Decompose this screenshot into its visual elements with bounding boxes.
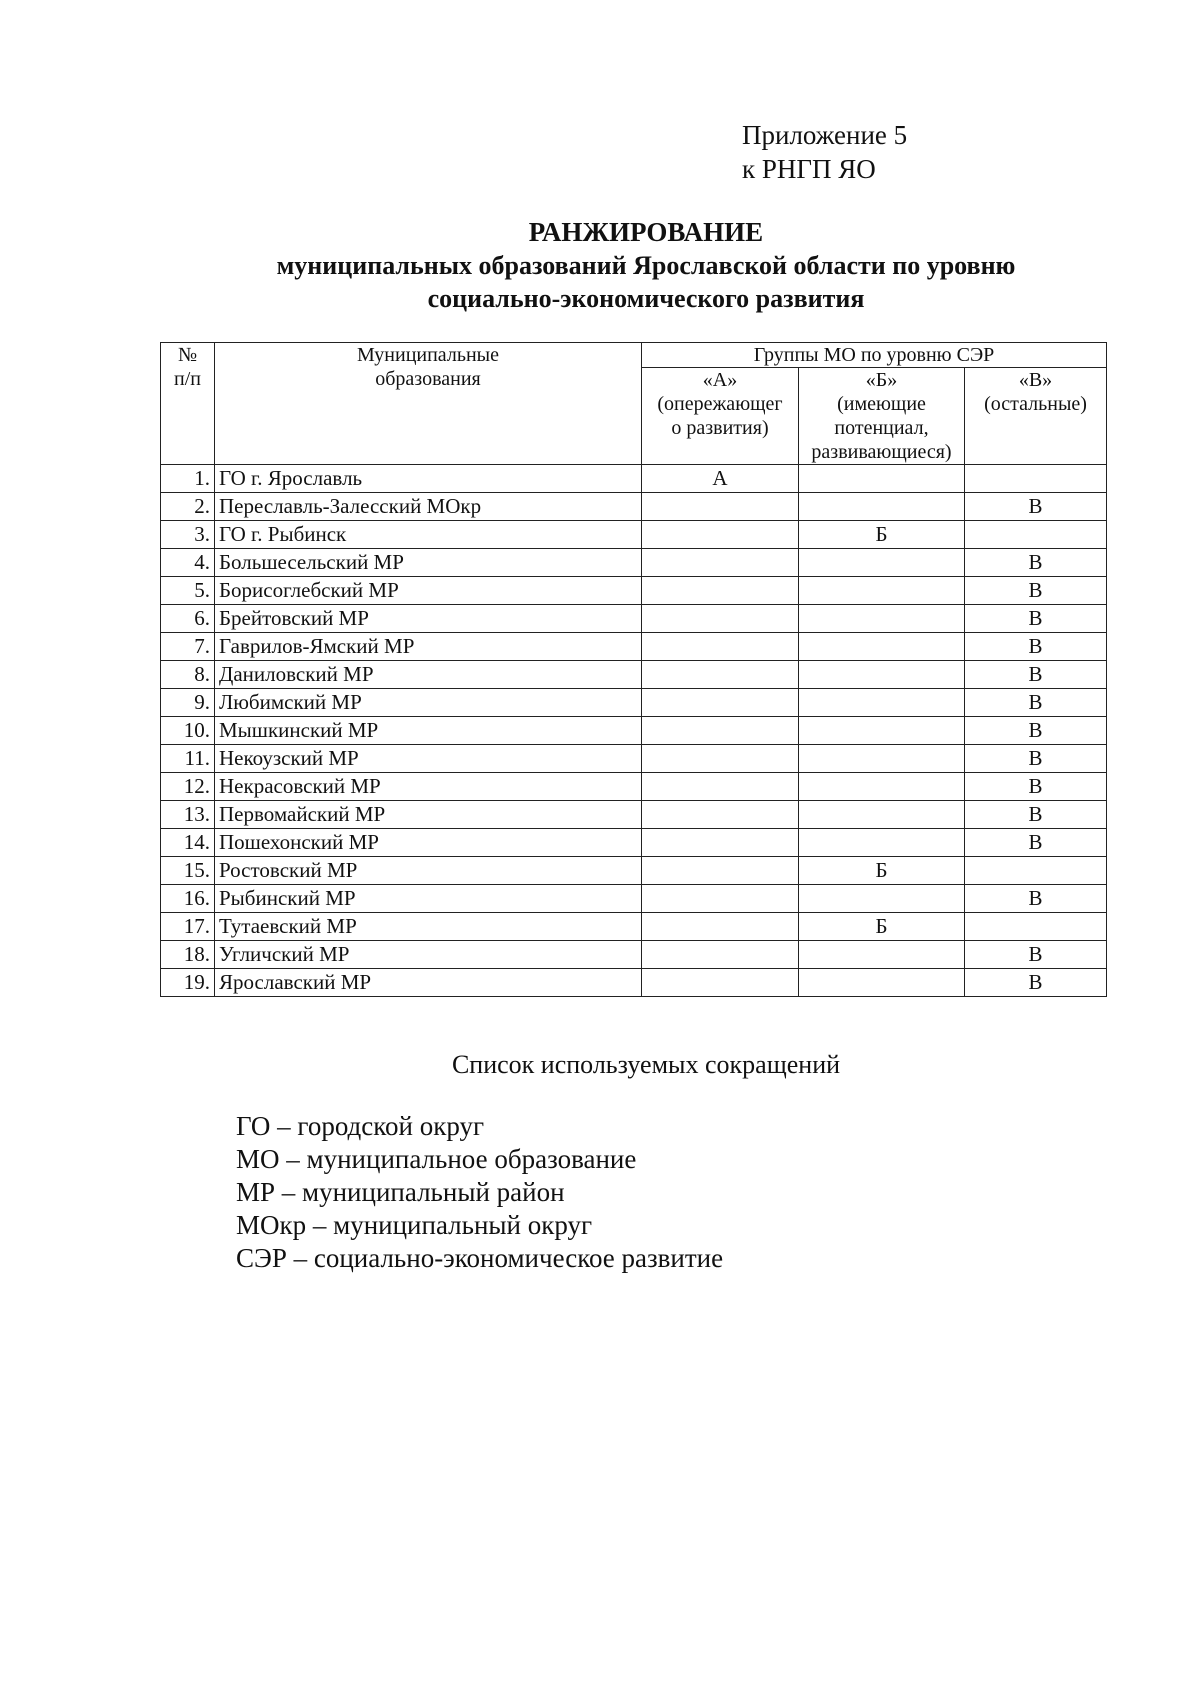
table-row bbox=[161, 605, 1107, 633]
table-row bbox=[161, 577, 1107, 605]
table-row bbox=[161, 549, 1107, 577]
row-name: ГО г. Рыбинск bbox=[215, 521, 642, 549]
row-group-b: Б bbox=[799, 913, 965, 941]
header-groups: Группы МО по уровню СЭР bbox=[642, 343, 1107, 368]
row-group-v: В bbox=[965, 661, 1107, 689]
row-group-a bbox=[642, 941, 799, 969]
table-row bbox=[161, 521, 1107, 549]
row-group-b bbox=[799, 885, 965, 913]
abbreviation-item: МОкр – муниципальный округ bbox=[236, 1210, 593, 1240]
row-name: Большесельский МР bbox=[215, 549, 642, 577]
row-num: 17. bbox=[161, 913, 215, 941]
row-group-b bbox=[799, 829, 965, 857]
row-group-v: В bbox=[965, 493, 1107, 521]
row-group-b: Б bbox=[799, 857, 965, 885]
row-group-a bbox=[642, 969, 799, 997]
row-group-b bbox=[799, 633, 965, 661]
row-group-b bbox=[799, 969, 965, 997]
row-group-b bbox=[799, 689, 965, 717]
row-num: 15. bbox=[161, 857, 215, 885]
row-group-a bbox=[642, 605, 799, 633]
title-main: РАНЖИРОВАНИЕ bbox=[528, 217, 764, 247]
row-group-v: В bbox=[965, 801, 1107, 829]
row-num: 7. bbox=[161, 633, 215, 661]
table-row bbox=[161, 885, 1107, 913]
header-group-b: «Б» (имеющие потенциал, развивающиеся) bbox=[799, 368, 965, 465]
row-group-v: В bbox=[965, 941, 1107, 969]
row-group-b bbox=[799, 773, 965, 801]
row-group-a bbox=[642, 717, 799, 745]
abbreviation-item: МР – муниципальный район bbox=[236, 1177, 565, 1207]
row-num: 3. bbox=[161, 521, 215, 549]
table-row bbox=[161, 493, 1107, 521]
document-title bbox=[0, 216, 1200, 315]
row-name: Гаврилов-Ямский МР bbox=[215, 633, 642, 661]
table-row bbox=[161, 661, 1107, 689]
row-num: 8. bbox=[161, 661, 215, 689]
row-num: 16. bbox=[161, 885, 215, 913]
title-line-2: муниципальных образований Ярославской области по уровню bbox=[276, 251, 1016, 280]
row-name: Тутаевский МР bbox=[215, 913, 642, 941]
abbreviation-item: СЭР – социально-экономическое развитие bbox=[236, 1243, 724, 1273]
row-group-a bbox=[642, 829, 799, 857]
row-group-b bbox=[799, 941, 965, 969]
table-row bbox=[161, 857, 1107, 885]
row-name: Некрасовский МР bbox=[215, 773, 642, 801]
row-num: 10. bbox=[161, 717, 215, 745]
row-group-v: В bbox=[965, 549, 1107, 577]
row-name: Борисоглебский МР bbox=[215, 577, 642, 605]
row-group-v: В bbox=[965, 577, 1107, 605]
row-num: 6. bbox=[161, 605, 215, 633]
row-group-v: В bbox=[965, 717, 1107, 745]
row-group-a bbox=[642, 801, 799, 829]
row-name: Ростовский МР bbox=[215, 857, 642, 885]
row-group-v: В bbox=[965, 773, 1107, 801]
row-group-v: В bbox=[965, 885, 1107, 913]
header-group-v: «В» (остальные) bbox=[965, 368, 1107, 465]
appendix-line-1: Приложение 5 bbox=[742, 120, 908, 150]
abbreviation-item: ГО – городской округ bbox=[236, 1111, 485, 1141]
title-line-3: социально-экономического развития bbox=[427, 284, 865, 313]
row-num: 2. bbox=[161, 493, 215, 521]
row-num: 9. bbox=[161, 689, 215, 717]
table-row bbox=[161, 745, 1107, 773]
table-row bbox=[161, 941, 1107, 969]
abbreviations-list bbox=[236, 1110, 723, 1275]
header-group-a: «А» (опережающег о развития) bbox=[642, 368, 799, 465]
row-group-b bbox=[799, 577, 965, 605]
table-row bbox=[161, 465, 1107, 493]
row-name: Любимский МР bbox=[215, 689, 642, 717]
row-name: Мышкинский МР bbox=[215, 717, 642, 745]
row-group-b bbox=[799, 745, 965, 773]
row-group-v: В bbox=[965, 633, 1107, 661]
row-name: Первомайский МР bbox=[215, 801, 642, 829]
row-group-v: В bbox=[965, 829, 1107, 857]
row-group-v: В bbox=[965, 969, 1107, 997]
row-group-v: В bbox=[965, 605, 1107, 633]
row-group-b: Б bbox=[799, 521, 965, 549]
row-num: 5. bbox=[161, 577, 215, 605]
row-name: Рыбинский МР bbox=[215, 885, 642, 913]
appendix-note bbox=[742, 118, 907, 186]
row-num: 19. bbox=[161, 969, 215, 997]
row-group-a bbox=[642, 773, 799, 801]
row-group-b bbox=[799, 493, 965, 521]
table-row bbox=[161, 801, 1107, 829]
row-group-a bbox=[642, 885, 799, 913]
row-group-b bbox=[799, 465, 965, 493]
row-group-a bbox=[642, 633, 799, 661]
row-group-b bbox=[799, 661, 965, 689]
row-group-v bbox=[965, 857, 1107, 885]
row-num: 4. bbox=[161, 549, 215, 577]
appendix-line-2: к РНГП ЯО bbox=[742, 154, 876, 184]
row-group-a bbox=[642, 661, 799, 689]
row-group-v: В bbox=[965, 689, 1107, 717]
row-name: ГО г. Ярославль bbox=[215, 465, 642, 493]
row-name: Брейтовский МР bbox=[215, 605, 642, 633]
row-group-a bbox=[642, 857, 799, 885]
table-row bbox=[161, 689, 1107, 717]
ranking-table bbox=[160, 342, 1107, 997]
row-group-v bbox=[965, 913, 1107, 941]
row-group-a bbox=[642, 521, 799, 549]
row-group-a bbox=[642, 913, 799, 941]
table-row bbox=[161, 717, 1107, 745]
row-group-a bbox=[642, 577, 799, 605]
row-group-a bbox=[642, 493, 799, 521]
row-num: 14. bbox=[161, 829, 215, 857]
row-num: 18. bbox=[161, 941, 215, 969]
row-group-v: В bbox=[965, 745, 1107, 773]
row-name: Угличский МР bbox=[215, 941, 642, 969]
row-group-v bbox=[965, 465, 1107, 493]
header-name: Муниципальные образования bbox=[215, 343, 642, 465]
table-row bbox=[161, 773, 1107, 801]
row-group-v bbox=[965, 521, 1107, 549]
row-num: 12. bbox=[161, 773, 215, 801]
row-group-b bbox=[799, 605, 965, 633]
row-name: Переславль-Залесский МОкр bbox=[215, 493, 642, 521]
table-row bbox=[161, 969, 1107, 997]
row-num: 1. bbox=[161, 465, 215, 493]
row-name: Даниловский МР bbox=[215, 661, 642, 689]
row-group-a bbox=[642, 549, 799, 577]
row-name: Пошехонский МР bbox=[215, 829, 642, 857]
row-group-a bbox=[642, 745, 799, 773]
row-group-b bbox=[799, 801, 965, 829]
row-group-a: А bbox=[642, 465, 799, 493]
row-name: Ярославский МР bbox=[215, 969, 642, 997]
table-row bbox=[161, 633, 1107, 661]
header-num: № п/п bbox=[161, 343, 215, 465]
row-num: 11. bbox=[161, 745, 215, 773]
row-num: 13. bbox=[161, 801, 215, 829]
row-group-b bbox=[799, 549, 965, 577]
row-group-a bbox=[642, 689, 799, 717]
abbreviations-title: Список используемых сокращений bbox=[451, 1050, 841, 1079]
row-group-b bbox=[799, 717, 965, 745]
table-row bbox=[161, 829, 1107, 857]
row-name: Некоузский МР bbox=[215, 745, 642, 773]
table-row bbox=[161, 913, 1107, 941]
abbreviation-item: МО – муниципальное образование bbox=[236, 1144, 637, 1174]
